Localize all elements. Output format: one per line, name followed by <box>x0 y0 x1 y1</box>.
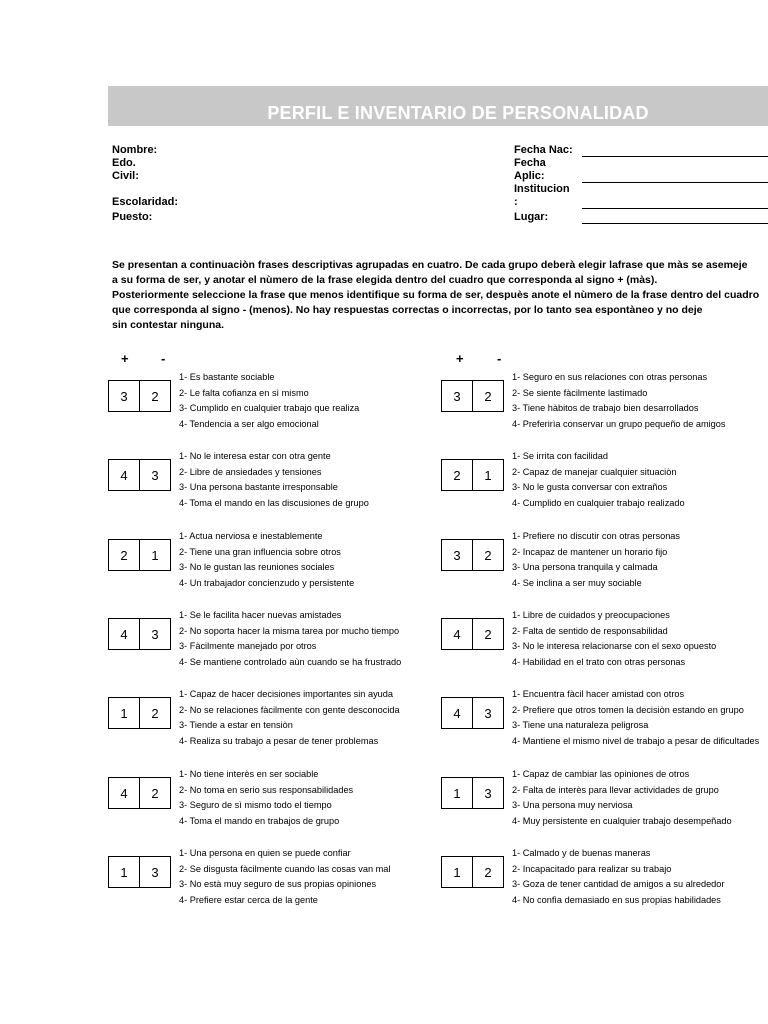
plus-answer-box[interactable]: 4 <box>108 618 140 650</box>
plus-answer-box[interactable]: 3 <box>108 380 140 412</box>
escolaridad-label: Escolaridad: <box>112 196 179 208</box>
minus-sign-left: - <box>161 351 166 366</box>
phrase-item: 1- Una persona en quien se puede confiar <box>179 848 351 858</box>
phrase-item: 4- Mantiene el mismo nivel de trabajo a pesar de dificultades <box>512 736 760 746</box>
phrase-item: 1- Actua nerviosa e inestablemente <box>179 531 323 541</box>
phrase-item: 4- Toma el mando en las discusiones de grupo <box>179 498 369 508</box>
phrase-item: 1- No tiene interès en ser sociable <box>179 769 319 779</box>
phrase-item: 4- Un trabajador concienzudo y persistente <box>179 578 355 588</box>
fecha-nac-line[interactable] <box>582 156 768 157</box>
question-group <box>441 848 761 908</box>
plus-answer-box[interactable]: 1 <box>108 697 140 729</box>
phrase-item: 2- Prefiere que otros tomen la decisiòn estando en grupo <box>512 704 744 715</box>
phrase-item: 3- Fàcilmente manejado por otros <box>179 641 317 651</box>
question-group <box>108 531 428 591</box>
minus-answer-box[interactable]: 3 <box>139 618 171 650</box>
phrase-item: 1- Es bastante sociable <box>179 372 275 382</box>
institucion-label-1: Institucion <box>514 183 570 195</box>
minus-answer-box[interactable]: 3 <box>139 856 171 888</box>
question-group <box>108 372 428 432</box>
phrase-item: 4- Toma el mando en trabajos de grupo <box>179 816 340 826</box>
plus-answer-box[interactable]: 1 <box>441 777 473 809</box>
phrase-item: 3- Tiene una naturaleza peligrosa <box>512 720 649 730</box>
plus-sign-left: + <box>121 351 129 366</box>
phrase-item: 4- Se mantiene controlado aùn cuando se ha frustrado <box>179 657 402 667</box>
phrase-item: 2- No toma en serio sus responsabilidades <box>179 784 354 795</box>
instruction-line: a su forma de ser, y anotar el nùmero de la frase elegida dentro del cuadro que corresponda al signo + (màs). <box>112 274 658 286</box>
phrase-item: 3- Seguro de sì mismo todo el tiempo <box>179 800 332 810</box>
phrase-item: 1- Calmado y de buenas maneras <box>512 848 651 858</box>
instructions <box>112 258 768 333</box>
phrase-item: 4- Tendencia a ser algo emocional <box>179 419 319 429</box>
minus-answer-box[interactable]: 2 <box>472 856 504 888</box>
edo-civil-label-2: Civil: <box>112 170 139 182</box>
phrase-item: 1- Se le facilita hacer nuevas amistades <box>179 610 342 620</box>
phrase-item: 2- Libre de ansiedades y tensiones <box>179 466 322 477</box>
fecha-nac-label: Fecha Nac: <box>514 144 573 156</box>
minus-answer-box[interactable]: 2 <box>472 539 504 571</box>
phrase-item: 1- Se irrita con facilidad <box>512 451 609 461</box>
phrase-item: 1- Prefiere no discutir con otras personas <box>512 531 681 541</box>
plus-answer-box[interactable]: 2 <box>441 459 473 491</box>
phrase-item: 2- Incapaz de mantener un horario fijo <box>512 546 668 557</box>
phrase-item: 2- No se relaciones fàcilmente con gente desconocida <box>179 704 400 715</box>
phrase-item: 4- Habilidad en el trato con otras personas <box>512 657 686 667</box>
instruction-line: que corresponda al signo - (menos). No hay respuestas correctas o incorrectas, por lo tanto sea espontàneo y no deje <box>112 304 703 316</box>
phrase-item: 1- Seguro en sus relaciones con otras personas <box>512 372 708 382</box>
phrase-item: 2- Le falta cofianza en sì mismo <box>179 387 309 398</box>
minus-answer-box[interactable]: 2 <box>139 777 171 809</box>
phrase-item: 2- Tiene una gran influencia sobre otros <box>179 546 341 557</box>
question-group <box>441 451 761 511</box>
phrase-item: 1- Encuentra fàcil hacer amistad con otros <box>512 689 685 699</box>
question-group <box>441 372 761 432</box>
minus-answer-box[interactable]: 2 <box>472 380 504 412</box>
fecha-aplic-line[interactable] <box>582 182 768 183</box>
instruction-line: Posteriormente seleccione la frase que menos identifique su forma de ser, despuès anote el nùmero de la frase dentro del cuadro <box>112 289 760 301</box>
plus-sign-right: + <box>456 351 464 366</box>
phrase-item: 4- Prefiere estar cerca de la gente <box>179 895 318 905</box>
minus-answer-box[interactable]: 3 <box>472 697 504 729</box>
phrase-item: 4- No confìa demasiado en sus propias habilidades <box>512 895 721 905</box>
plus-answer-box[interactable]: 3 <box>441 380 473 412</box>
phrase-item: 4- Preferirìa conservar un grupo pequeño de amigos <box>512 419 726 429</box>
phrase-item: 2- Se disgusta fàcilmente cuando las cosas van mal <box>179 863 391 874</box>
fecha-aplic-label-1: Fecha <box>514 157 546 169</box>
phrase-item: 3- No le interesa relacionarse con el sexo opuesto <box>512 641 717 651</box>
phrase-item: 4- Realiza su trabajo a pesar de tener problemas <box>179 736 379 746</box>
minus-answer-box[interactable]: 2 <box>139 380 171 412</box>
title-bar <box>108 86 768 126</box>
phrase-item: 2- Falta de sentido de responsabilidad <box>512 625 668 636</box>
minus-answer-box[interactable]: 3 <box>472 777 504 809</box>
phrase-item: 3- No le gustan las reuniones sociales <box>179 562 335 572</box>
nombre-label: Nombre: <box>112 144 158 156</box>
lugar-line[interactable] <box>582 223 768 224</box>
minus-sign-right: - <box>497 351 502 366</box>
question-group <box>441 769 761 829</box>
phrase-item: 1- Capaz de cambiar las opiniones de otros <box>512 769 690 779</box>
phrase-item: 2- Capaz de manejar cualquier situaciòn <box>512 466 677 477</box>
question-group <box>441 610 761 670</box>
plus-answer-box[interactable]: 3 <box>441 539 473 571</box>
minus-answer-box[interactable]: 3 <box>139 459 171 491</box>
plus-answer-box[interactable]: 4 <box>441 618 473 650</box>
minus-answer-box[interactable]: 1 <box>472 459 504 491</box>
phrase-item: 4- Muy persistente en cualquier trabajo desempeñado <box>512 816 732 826</box>
question-group <box>108 689 428 749</box>
phrase-item: 3- Tiende a estar en tensiòn <box>179 720 293 730</box>
phrase-item: 3- Una persona tranquila y calmada <box>512 562 658 572</box>
minus-answer-box[interactable]: 2 <box>139 697 171 729</box>
phrase-item: 2- Se siente fàcilmente lastimado <box>512 387 648 398</box>
phrase-item: 2- Falta de interès para llevar actividades de grupo <box>512 784 719 795</box>
question-group <box>441 689 761 749</box>
phrase-item: 4- Se inclina a ser muy sociable <box>512 578 642 588</box>
phrase-item: 2- Incapacitado para realizar su trabajo <box>512 863 672 874</box>
phrase-item: 2- No soporta hacer la misma tarea por mucho tiempo <box>179 625 400 636</box>
phrase-item: 1- No le interesa estar con otra gente <box>179 451 331 461</box>
question-group <box>108 848 428 908</box>
minus-answer-box[interactable]: 2 <box>472 618 504 650</box>
plus-answer-box[interactable]: 4 <box>441 697 473 729</box>
phrase-item: 3- Tiene hàbitos de trabajo bien desarrollados <box>512 403 699 413</box>
institucion-line[interactable] <box>582 208 768 209</box>
phrase-item: 3- Una persona bastante irresponsable <box>179 482 338 492</box>
phrase-item: 4- Cumplido en cualquier trabajo realizado <box>512 498 685 508</box>
puesto-label: Puesto: <box>112 211 153 223</box>
page-title: PERFIL E INVENTARIO DE PERSONALIDAD <box>267 103 649 123</box>
institucion-label-2: : <box>514 196 518 208</box>
question-group <box>441 531 761 591</box>
plus-answer-box[interactable]: 4 <box>108 459 140 491</box>
phrase-item: 3- No le gusta conversar con extraños <box>512 482 668 492</box>
instruction-line: sin contestar ninguna. <box>112 319 225 331</box>
phrase-item: 3- Una persona muy nerviosa <box>512 800 633 810</box>
fecha-aplic-label-2: Aplic: <box>514 170 545 182</box>
phrase-item: 3- Goza de tener cantidad de amigos a su alrededor <box>512 879 725 889</box>
minus-answer-box[interactable]: 1 <box>139 539 171 571</box>
question-group <box>108 451 428 511</box>
plus-answer-box[interactable]: 4 <box>108 777 140 809</box>
question-group <box>108 610 428 670</box>
plus-answer-box[interactable]: 1 <box>108 856 140 888</box>
phrase-item: 3- No està muy seguro de sus propias opiniones <box>179 879 377 889</box>
instruction-line: Se presentan a continuaciòn frases descriptivas agrupadas en cuatro. De cada grupo deberà elegir lafrase que màs se asemeje <box>112 259 748 271</box>
plus-answer-box[interactable]: 1 <box>441 856 473 888</box>
edo-civil-label-1: Edo. <box>112 157 136 169</box>
phrase-item: 1- Capaz de hacer decisiones importantes sin ayuda <box>179 689 393 699</box>
plus-answer-box[interactable]: 2 <box>108 539 140 571</box>
phrase-item: 3- Cumplido en cualquier trabajo que realiza <box>179 403 360 413</box>
lugar-label: Lugar: <box>514 211 549 223</box>
question-group <box>108 769 428 829</box>
phrase-item: 1- Libre de cuidados y preocupaciones <box>512 610 670 620</box>
